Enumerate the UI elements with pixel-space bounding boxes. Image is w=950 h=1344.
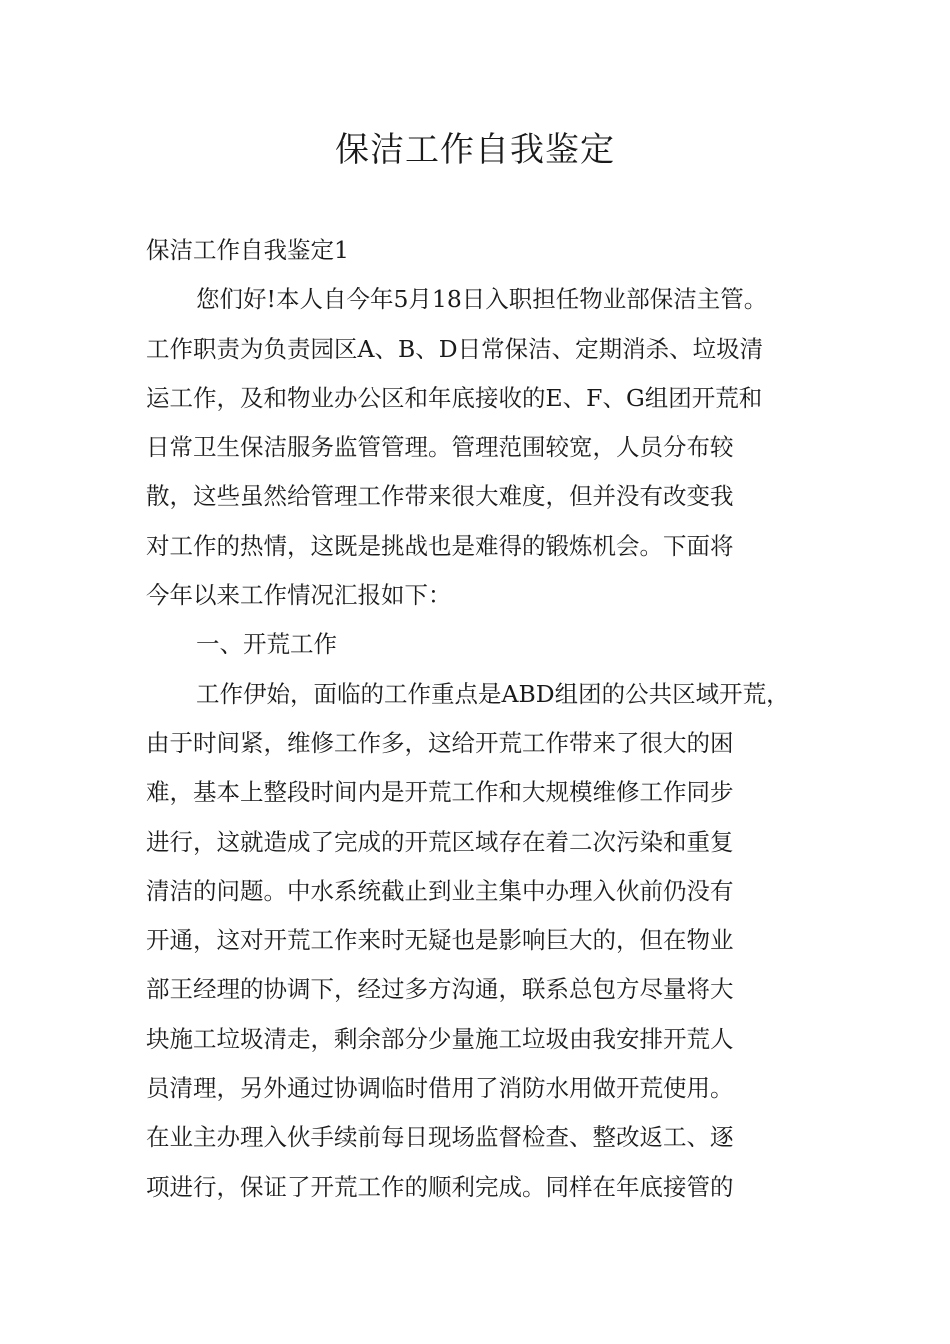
body-text-line: 在业主办理入伙手续前每日现场监督检查、整改返工、逐 [146,1123,734,1152]
body-text-line: 工作伊始，面临的工作重点是ABD组团的公共区域开荒， [196,679,790,708]
body-text-line: 部王经理的协调下，经过多方沟通，联系总包方尽量将大 [146,975,734,1004]
body-text-line: 工作职责为负责园区A、B、D日常保洁、定期消杀、垃圾清 [146,334,764,363]
section-heading: 保洁工作自我鉴定1 [146,236,349,264]
body-text-line: 员清理，另外通过协调临时借用了消防水用做开荒使用。 [146,1074,734,1103]
body-text-line: 日常卫生保洁服务监管管理。管理范围较宽，人员分布较 [146,433,734,462]
body-text-line: 您们好!本人自今年5月18日入职担任物业部保洁主管。 [196,285,768,314]
body-text-line: 项进行，保证了开荒工作的顺利完成。同样在年底接管的 [146,1172,734,1201]
document-title: 保洁工作自我鉴定 [335,130,615,170]
body-text-line: 块施工垃圾清走，剩余部分少量施工垃圾由我安排开荒人 [146,1024,734,1053]
document-body [146,226,826,1212]
body-text-line: 难，基本上整段时间内是开荒工作和大规模维修工作同步 [146,778,734,807]
body-text-line: 一、开荒工作 [196,630,337,659]
body-text-line: 清洁的问题。中水系统截止到业主集中办理入伙前仍没有 [146,876,734,905]
body-text-line: 由于时间紧，维修工作多，这给开荒工作带来了很大的困 [146,728,734,757]
body-text-line: 对工作的热情，这既是挑战也是难得的锻炼机会。下面将 [146,531,734,560]
body-text-line: 开通，这对开荒工作来时无疑也是影响巨大的，但在物业 [146,926,734,955]
body-text-line: 今年以来工作情况汇报如下： [146,581,452,610]
body-text-line: 运工作，及和物业办公区和年底接收的E、F、G组团开荒和 [146,383,763,412]
body-text-line: 散，这些虽然给管理工作带来很大难度，但并没有改变我 [146,482,734,511]
body-text-line: 进行，这就造成了完成的开荒区域存在着二次污染和重复 [146,827,734,856]
